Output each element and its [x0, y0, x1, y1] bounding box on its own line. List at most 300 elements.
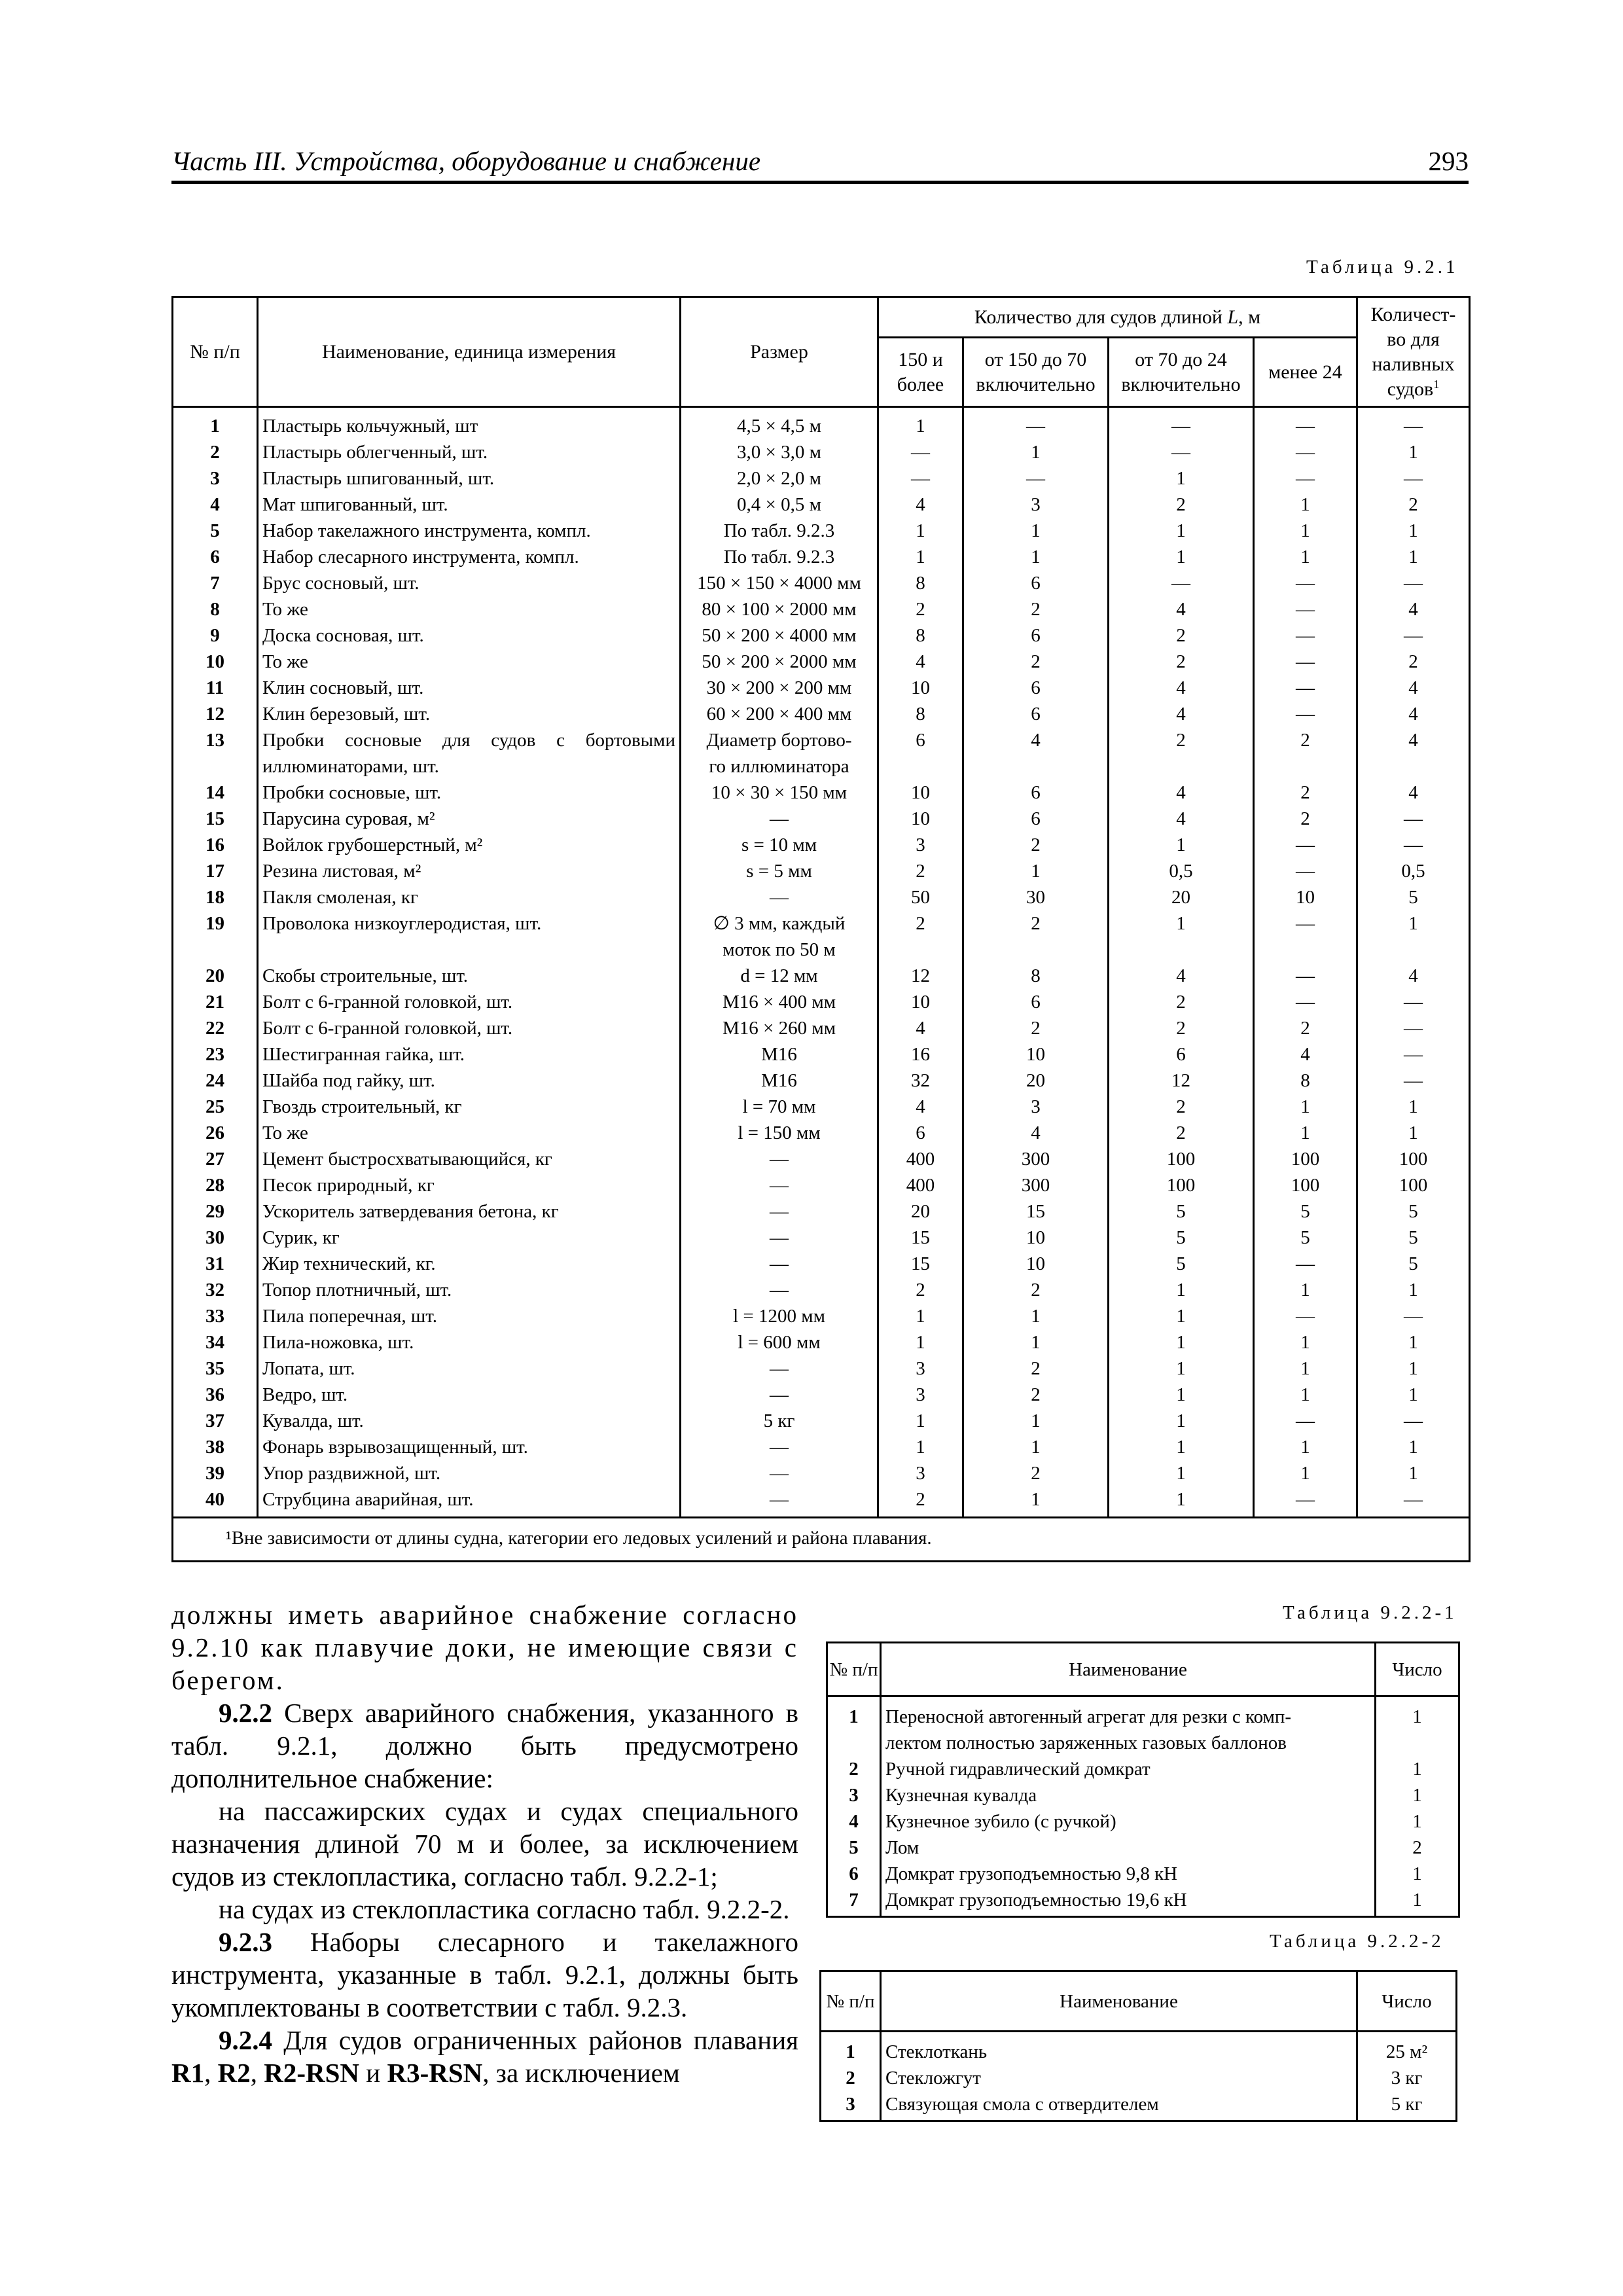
table-cell: 4 [827, 1808, 881, 1835]
table-cell: — [963, 407, 1109, 440]
table-cell: — [1357, 1486, 1470, 1518]
table-cell: 12 [878, 963, 963, 989]
table-cell: 10 [878, 806, 963, 832]
table-cell: 1 [1376, 1861, 1459, 1887]
table-cell: 1 [963, 1434, 1109, 1460]
table-cell: — [681, 884, 878, 910]
table-cell: — [878, 439, 963, 465]
table-cell: 0,5 [1109, 858, 1254, 884]
table-cell: моток по 50 м [681, 937, 878, 963]
table-cell: 1 [963, 858, 1109, 884]
paragraph-3: на пассажирских судах и судах специального назначения длиной 70 м и более, за исключением судов из стеклопластика, согласно табл. 9.2.2-1; [171, 1796, 798, 1892]
table-cell: — [1254, 465, 1357, 492]
table-row [173, 806, 1470, 832]
table-cell: 2 [878, 910, 963, 937]
table-cell: Жир технический, кг. [258, 1251, 681, 1277]
table-cell: 2 [963, 1355, 1109, 1382]
table-cell: 8 [173, 596, 258, 622]
table-cell: 1 [1254, 492, 1357, 518]
table-cell: 3 [878, 1355, 963, 1382]
table-cell: 5 [1109, 1251, 1254, 1277]
table-cell: — [1254, 649, 1357, 675]
table-cell: 6 [878, 1120, 963, 1146]
table-cell: 1 [1254, 1382, 1357, 1408]
table-cell: Пакля смоленая, кг [258, 884, 681, 910]
table-cell: 8 [878, 622, 963, 649]
table-cell: 4 [878, 492, 963, 518]
table-footnote: ¹Вне зависимости от длины судна, категории его ледовых усилений и района плавания. [173, 1518, 1470, 1562]
region-r2-rsn: R2-RSN [264, 2058, 360, 2088]
table-cell: Песок природный, кг [258, 1172, 681, 1198]
table-cell: Упор раздвижной, шт. [258, 1460, 681, 1486]
paragraph-4: на судах из стеклопластика согласно табл. 9.2.2-2. [219, 1894, 790, 1924]
supply-table-9-2-2-1 [826, 1641, 1460, 1918]
table-cell: 8 [878, 570, 963, 596]
table-cell: 15 [878, 1251, 963, 1277]
table-cell: 1 [1109, 910, 1254, 937]
table-cell: М16 [681, 1041, 878, 1067]
table-cell: 2 [1109, 622, 1254, 649]
table-cell: То же [258, 649, 681, 675]
table-cell: — [681, 1198, 878, 1225]
paragraph-5-text: Наборы слесарного и такелажного инструмента, указанные в табл. 9.2.1, должны быть укомплектованы в соответствии с табл. 9.2.3. [171, 1927, 798, 2022]
table-cell: 10 [878, 989, 963, 1015]
table-cell: s = 10 мм [681, 832, 878, 858]
table-cell: — [1357, 806, 1470, 832]
table-cell: 6 [963, 701, 1109, 727]
table-cell: 16 [878, 1041, 963, 1067]
table-cell: 1 [878, 1303, 963, 1329]
table-cell: 0,5 [1357, 858, 1470, 884]
table-cell: 1 [1376, 1756, 1459, 1782]
table-cell: 11 [173, 675, 258, 701]
table-cell: 3,0 × 3,0 м [681, 439, 878, 465]
table-cell: 3 [821, 2091, 881, 2121]
table-cell [258, 937, 681, 963]
table-row [173, 1408, 1470, 1434]
table-cell: 1 [1109, 1355, 1254, 1382]
table-cell: 1 [963, 439, 1109, 465]
table-cell: 2 [963, 1015, 1109, 1041]
table-cell: 4 [1109, 806, 1254, 832]
table-cell: 1 [1357, 1277, 1470, 1303]
table-row [173, 1172, 1470, 1198]
table-cell: 3 [878, 1460, 963, 1486]
table-cell: — [1254, 1303, 1357, 1329]
page-header [171, 143, 1469, 184]
table-cell: 3 [878, 1382, 963, 1408]
supply-table-9-2-2-2 [819, 1970, 1457, 2122]
table-cell: Болт с 6-гранной головкой, шт. [258, 989, 681, 1015]
table-cell: 2 [963, 1460, 1109, 1486]
table-cell: 4,5 × 4,5 м [681, 407, 878, 440]
table-cell: 22 [173, 1015, 258, 1041]
paragraph-6-text: Для судов ограниченных районов плавания [272, 2025, 798, 2055]
table-caption-9-2-2-2: Таблица 9.2.2-2 [1270, 1931, 1444, 1952]
table-cell: 1 [1357, 1355, 1470, 1382]
table-cell: — [1254, 1251, 1357, 1277]
table-cell: 16 [173, 832, 258, 858]
table-cell: — [1254, 622, 1357, 649]
table-cell: 1 [963, 544, 1109, 570]
table-row [173, 910, 1470, 937]
table-row [173, 1120, 1470, 1146]
table-cell: 1 [1254, 1277, 1357, 1303]
table-cell: 50 [878, 884, 963, 910]
table-cell: 15 [878, 1225, 963, 1251]
table-cell: 3 кг [1357, 2065, 1457, 2091]
table-cell [1109, 753, 1254, 780]
page-number: 293 [1428, 146, 1469, 176]
table-row [173, 518, 1470, 544]
table-cell: — [1357, 1041, 1470, 1067]
table-cell: 6 [963, 675, 1109, 701]
table-cell: 10 [173, 649, 258, 675]
table-cell: Клин сосновый, шт. [258, 675, 681, 701]
table-cell: 2 [1109, 649, 1254, 675]
table-cell: Топор плотничный, шт. [258, 1277, 681, 1303]
table-cell: — [1254, 858, 1357, 884]
table-cell: l = 70 мм [681, 1094, 878, 1120]
table-cell: 4 [1357, 963, 1470, 989]
header-no: № п/п [827, 1643, 881, 1696]
table-cell: — [681, 1146, 878, 1172]
paragraph-5 [171, 1926, 798, 2024]
table-cell: — [681, 1251, 878, 1277]
table-cell: — [1357, 1303, 1470, 1329]
table-cell: — [681, 1382, 878, 1408]
table-cell: По табл. 9.2.3 [681, 544, 878, 570]
table-cell: — [681, 1172, 878, 1198]
table-cell: 1 [1254, 1094, 1357, 1120]
table-cell: Резина листовая, м² [258, 858, 681, 884]
table-cell [878, 937, 963, 963]
table-cell: Скобы строительные, шт. [258, 963, 681, 989]
table-cell: Шайба под гайку, шт. [258, 1067, 681, 1094]
table-cell: Войлок грубошерстный, м² [258, 832, 681, 858]
table-cell: То же [258, 1120, 681, 1146]
table-cell: 5 [1357, 884, 1470, 910]
table-cell: 4 [1357, 727, 1470, 753]
table-caption-9-2-1: Таблица 9.2.1 [1306, 257, 1459, 278]
table-cell: 6 [1109, 1041, 1254, 1067]
table-row [173, 407, 1470, 440]
table-cell: 6 [878, 727, 963, 753]
table-cell: 36 [173, 1382, 258, 1408]
table-row [173, 596, 1470, 622]
table-cell: 27 [173, 1146, 258, 1172]
table-cell: — [681, 806, 878, 832]
table-cell: 5 [1254, 1225, 1357, 1251]
table-cell: 5 [1254, 1198, 1357, 1225]
region-r3-rsn: R3-RSN [387, 2058, 483, 2088]
table-cell: 1 [963, 1329, 1109, 1355]
table-cell [1109, 937, 1254, 963]
table-row [827, 1835, 1459, 1861]
table-cell: 2 [1357, 492, 1470, 518]
table-cell: 9 [173, 622, 258, 649]
table-row [827, 1756, 1459, 1782]
table-row [821, 2032, 1457, 2066]
separator: , [204, 2058, 218, 2088]
table-cell: 2 [878, 858, 963, 884]
table-row [173, 1329, 1470, 1355]
table-cell: 4 [878, 1094, 963, 1120]
table-cell: 0,4 × 0,5 м [681, 492, 878, 518]
table-cell: 8 [1254, 1067, 1357, 1094]
clause-9-2-4: 9.2.4 [219, 2025, 272, 2055]
table-cell: 1 [1109, 1277, 1254, 1303]
table-cell: 4 [1109, 675, 1254, 701]
table-cell: 2 [1109, 492, 1254, 518]
table-cell: — [1254, 989, 1357, 1015]
table-cell: 150 × 150 × 4000 мм [681, 570, 878, 596]
table-cell: 30 [173, 1225, 258, 1251]
table-cell: Пластырь облегченный, шт. [258, 439, 681, 465]
table-cell: 1 [1376, 1887, 1459, 1917]
table-row [827, 1861, 1459, 1887]
header-name: Наименование, единица измерения [258, 297, 681, 407]
table-cell: Мат шпигованный, шт. [258, 492, 681, 518]
table-cell: l = 1200 мм [681, 1303, 878, 1329]
table-cell: 10 [963, 1041, 1109, 1067]
table-cell: l = 150 мм [681, 1120, 878, 1146]
table-cell: 1 [963, 1303, 1109, 1329]
table-cell: Пробки сосновые, шт. [258, 780, 681, 806]
table-cell: — [681, 1277, 878, 1303]
table-cell: — [1357, 407, 1470, 440]
table-cell: 5 [1357, 1198, 1470, 1225]
table-cell: 3 [963, 1094, 1109, 1120]
table-caption-9-2-2-1: Таблица 9.2.2-1 [1283, 1602, 1457, 1623]
table-cell: 19 [173, 910, 258, 937]
table-cell: 3 [963, 492, 1109, 518]
table-cell: Ведро, шт. [258, 1382, 681, 1408]
table-cell: 4 [1109, 701, 1254, 727]
header-name: Наименование [881, 1643, 1376, 1696]
table-row [173, 937, 1470, 963]
table-cell: 13 [173, 727, 258, 753]
table-cell: — [681, 1486, 878, 1518]
paragraph-6 [171, 2024, 798, 2089]
region-r2: R2 [217, 2058, 251, 2088]
table-cell: 1 [878, 544, 963, 570]
table-row [821, 2091, 1457, 2121]
table-cell: 7 [827, 1887, 881, 1917]
table-cell: 5 [1109, 1225, 1254, 1251]
table-cell: Диаметр бортово- [681, 727, 878, 753]
table-cell: 2 [963, 649, 1109, 675]
header-c2: от 150 до 70 включительно [963, 338, 1109, 407]
table-cell: 10 × 30 × 150 мм [681, 780, 878, 806]
table-cell: 1 [878, 518, 963, 544]
table-cell: 4 [963, 1120, 1109, 1146]
table-cell: — [1254, 596, 1357, 622]
table-row [827, 1887, 1459, 1917]
table-cell: 2 [821, 2065, 881, 2091]
table-row [827, 1696, 1459, 1731]
table-cell: 1 [1109, 1460, 1254, 1486]
table-cell: — [1357, 832, 1470, 858]
table-cell: — [1254, 963, 1357, 989]
header-tanker: Количест- во для наливных судов$^1$ [1357, 297, 1470, 407]
table-cell: 1 [878, 1329, 963, 1355]
table-cell [1357, 937, 1470, 963]
table-cell: Стекложгут [881, 2065, 1357, 2091]
table-cell: Стеклоткань [881, 2032, 1357, 2066]
table-cell: Лопата, шт. [258, 1355, 681, 1382]
table-cell [963, 937, 1109, 963]
table-cell: 1 [1254, 544, 1357, 570]
table-row [173, 570, 1470, 596]
table-row [173, 1303, 1470, 1329]
table-cell: Кувалда, шт. [258, 1408, 681, 1434]
table-cell: 1 [1357, 439, 1470, 465]
table-cell: 40 [173, 1486, 258, 1518]
table-cell: Пила-ножовка, шт. [258, 1329, 681, 1355]
table-cell: 50 × 200 × 4000 мм [681, 622, 878, 649]
table-cell: лектом полностью заряженных газовых баллонов [881, 1730, 1376, 1756]
table-cell: 20 [878, 1198, 963, 1225]
table-cell: 23 [173, 1041, 258, 1067]
table-cell: М16 × 400 мм [681, 989, 878, 1015]
table-cell: — [681, 1225, 878, 1251]
table-cell: 10 [1254, 884, 1357, 910]
header-qty: Число [1357, 1971, 1457, 2032]
table-cell: 25 м² [1357, 2032, 1457, 2066]
table-cell: 6 [963, 570, 1109, 596]
supply-table-9-2-1 [171, 296, 1471, 1562]
table-cell: 4 [1357, 701, 1470, 727]
table-cell: 1 [1254, 1120, 1357, 1146]
table-cell: 5 [1357, 1225, 1470, 1251]
table-cell: 1 [1357, 1434, 1470, 1460]
table-cell: 2 [878, 1277, 963, 1303]
table-cell: 1 [1357, 518, 1470, 544]
table-cell: 20 [963, 1067, 1109, 1094]
clause-9-2-2: 9.2.2 [219, 1698, 272, 1728]
table-row [173, 1198, 1470, 1225]
table-cell: М16 [681, 1067, 878, 1094]
table-cell: 1 [1109, 832, 1254, 858]
table-cell: 10 [963, 1251, 1109, 1277]
table-cell: 100 [1109, 1172, 1254, 1198]
table-cell: 1 [1109, 1434, 1254, 1460]
table-cell: 17 [173, 858, 258, 884]
header-size: Размер [681, 297, 878, 407]
table-cell: — [1357, 989, 1470, 1015]
table-cell: 4 [1254, 1041, 1357, 1067]
table-cell: Домкрат грузоподъемностью 19,6 кН [881, 1887, 1376, 1917]
table-row [821, 2065, 1457, 2091]
table-body [821, 2032, 1457, 2121]
table-cell: 50 × 200 × 2000 мм [681, 649, 878, 675]
table-cell: 1 [1254, 1434, 1357, 1460]
table-cell: l = 600 мм [681, 1329, 878, 1355]
header-c3: от 70 до 24 включительно [1109, 338, 1254, 407]
table-cell: 37 [173, 1408, 258, 1434]
table-cell: 2 [1376, 1835, 1459, 1861]
table-cell: 1 [1254, 1355, 1357, 1382]
table-cell: 6 [827, 1861, 881, 1887]
table-row [173, 1225, 1470, 1251]
table-cell: Гвоздь строительный, кг [258, 1094, 681, 1120]
table-cell: 4 [1109, 596, 1254, 622]
table-cell: 1 [1357, 1460, 1470, 1486]
table-cell: 1 [1357, 1382, 1470, 1408]
table-cell: 1 [1357, 544, 1470, 570]
table-cell: — [1254, 910, 1357, 937]
table-cell: 32 [878, 1067, 963, 1094]
table-cell: го иллюминатора [681, 753, 878, 780]
table-cell: 26 [173, 1120, 258, 1146]
table-cell: — [1357, 1015, 1470, 1041]
table-cell: 80 × 100 × 2000 мм [681, 596, 878, 622]
table-cell: 30 × 200 × 200 мм [681, 675, 878, 701]
table-cell: 1 [1109, 1382, 1254, 1408]
table-cell: 4 [878, 1015, 963, 1041]
table-cell [173, 753, 258, 780]
table-cell: Связующая смола с отвердителем [881, 2091, 1357, 2121]
table-row [173, 727, 1470, 753]
table-row [173, 1355, 1470, 1382]
table-cell: — [1254, 439, 1357, 465]
table-row [173, 1277, 1470, 1303]
table-cell: 10 [878, 675, 963, 701]
table-cell: 3 [878, 832, 963, 858]
table-cell: 300 [963, 1146, 1109, 1172]
table-cell: 300 [963, 1172, 1109, 1198]
table-cell: 1 [1109, 1486, 1254, 1518]
table-cell: 1 [963, 1486, 1109, 1518]
table-cell: 31 [173, 1251, 258, 1277]
table-cell: 1 [1109, 1408, 1254, 1434]
separator: , [250, 2058, 264, 2088]
table-cell: 20 [173, 963, 258, 989]
table-cell: 1 [1254, 1460, 1357, 1486]
table-cell: 15 [173, 806, 258, 832]
conjunction: и [359, 2058, 387, 2088]
table-cell: 4 [173, 492, 258, 518]
table-cell: 60 × 200 × 400 мм [681, 701, 878, 727]
table-cell: 6 [963, 806, 1109, 832]
table-cell: 24 [173, 1067, 258, 1094]
table-cell: — [1254, 570, 1357, 596]
table-cell: 6 [963, 622, 1109, 649]
table-cell: Кузнечная кувалда [881, 1782, 1376, 1808]
table-cell: 4 [1357, 780, 1470, 806]
table-cell: 1 [963, 518, 1109, 544]
table-cell: 4 [1357, 675, 1470, 701]
table-cell: 18 [173, 884, 258, 910]
header-qty: Число [1376, 1643, 1459, 1696]
table-cell: 5 кг [1357, 2091, 1457, 2121]
table-cell: Шестигранная гайка, шт. [258, 1041, 681, 1067]
table-cell: 28 [173, 1172, 258, 1198]
table-cell: 1 [1254, 518, 1357, 544]
table-row [173, 1382, 1470, 1408]
table-cell: 25 [173, 1094, 258, 1120]
table-cell: 1 [1376, 1808, 1459, 1835]
table-cell: 2 [963, 596, 1109, 622]
table-cell: Фонарь взрывозащищенный, шт. [258, 1434, 681, 1460]
table-row [173, 1094, 1470, 1120]
table-cell: 2 [878, 596, 963, 622]
table-cell: 2 [963, 1382, 1109, 1408]
table-cell [1357, 753, 1470, 780]
table-cell: 2 [1357, 649, 1470, 675]
table-cell: Струбцина аварийная, шт. [258, 1486, 681, 1518]
